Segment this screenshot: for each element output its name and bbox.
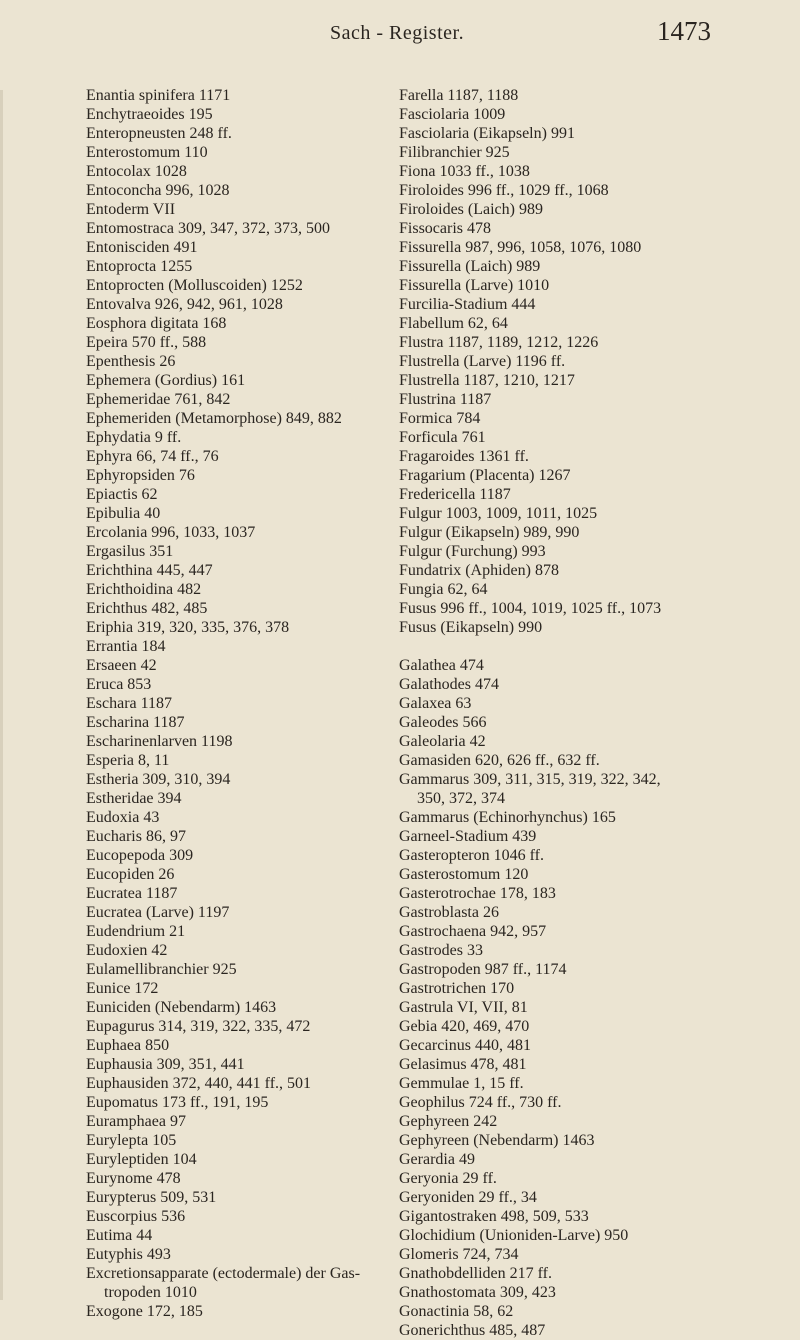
index-entry: Eudendrium 21 <box>86 923 186 940</box>
index-entry: Eurynome 478 <box>86 1170 181 1187</box>
index-entry: Gastrochaena 942, 957 <box>399 923 547 940</box>
index-entry: Eutyphis 493 <box>86 1246 171 1263</box>
index-entry: Fulgur 1003, 1009, 1011, 1025 <box>399 505 598 522</box>
index-entry: Furcilia-Stadium 444 <box>399 296 536 313</box>
index-entry-first-line: Gammarus 309, 311, 315, 319, 322, 342, <box>399 771 661 788</box>
index-entry: Flustra 1187, 1189, 1212, 1226 <box>399 334 599 351</box>
index-entry: Euphausiden 372, 440, 441 ff., 501 <box>86 1075 312 1092</box>
index-entry: Filibranchier 925 <box>399 144 510 161</box>
index-entry: Gephyreen 242 <box>399 1113 498 1130</box>
index-entry: Eucharis 86, 97 <box>86 828 186 845</box>
index-entry: Eucratea (Larve) 1197 <box>86 904 230 921</box>
index-entry: Ephydatia 9 ff. <box>86 429 182 446</box>
index-entry: Galeodes 566 <box>399 714 487 731</box>
index-entry: Fundatrix (Aphiden) 878 <box>399 562 559 579</box>
index-entry: Errantia 184 <box>86 638 166 655</box>
index-entry: Flustrella 1187, 1210, 1217 <box>399 372 575 389</box>
index-entry: Entocolax 1028 <box>86 163 187 180</box>
index-entry: Eriphia 319, 320, 335, 376, 378 <box>86 619 290 636</box>
index-entry-wrapped <box>86 1264 408 1302</box>
index-entry: Enterostomum 110 <box>86 144 208 161</box>
index-entry: Ephemera (Gordius) 161 <box>86 372 246 389</box>
index-column-left <box>86 86 408 1321</box>
index-entry: Flabellum 62, 64 <box>399 315 508 332</box>
index-entry: Gastrotrichen 170 <box>399 980 515 997</box>
index-entry: Fasciolaria 1009 <box>399 106 506 123</box>
index-entry: Euniciden (Nebendarm) 1463 <box>86 999 277 1016</box>
index-entry: Gerardia 49 <box>399 1151 475 1168</box>
page-number: 1473 <box>657 16 711 46</box>
index-entry: Eucopiden 26 <box>86 866 175 883</box>
index-entry: Entomostraca 309, 347, 372, 373, 500 <box>86 220 330 237</box>
index-entry: Firoloides (Laich) 989 <box>399 201 543 218</box>
index-entry: Eulamellibranchier 925 <box>86 961 237 978</box>
index-entry: Fissurella (Laich) 989 <box>399 258 541 275</box>
index-entry: Gasterostomum 120 <box>399 866 529 883</box>
index-entry: Geophilus 724 ff., 730 ff. <box>399 1094 562 1111</box>
index-entry: Galathea 474 <box>399 657 484 674</box>
index-entry: Esperia 8, 11 <box>86 752 170 769</box>
index-entry: Entovalva 926, 942, 961, 1028 <box>86 296 283 313</box>
index-entry: Gnathostomata 309, 423 <box>399 1284 556 1301</box>
index-entry: Fusus 996 ff., 1004, 1019, 1025 ff., 1073 <box>399 600 662 617</box>
index-entry: Eudoxien 42 <box>86 942 168 959</box>
index-entry: Eurylepta 105 <box>86 1132 177 1149</box>
index-entry: Galathodes 474 <box>399 676 499 693</box>
index-entry: Gonactinia 58, 62 <box>399 1303 514 1320</box>
index-entry: Glomeris 724, 734 <box>399 1246 519 1263</box>
index-entry: Eschara 1187 <box>86 695 173 712</box>
index-entry: Eucopepoda 309 <box>86 847 194 864</box>
index-entry: Ercolania 996, 1033, 1037 <box>86 524 256 541</box>
index-entry: Fungia 62, 64 <box>399 581 488 598</box>
index-entry: Fragarium (Placenta) 1267 <box>399 467 571 484</box>
index-entry: Estheridae 394 <box>86 790 182 807</box>
index-entry: Eudoxia 43 <box>86 809 160 826</box>
index-entry: Gamasiden 620, 626 ff., 632 ff. <box>399 752 600 769</box>
index-entry: Escharinenlarven 1198 <box>86 733 233 750</box>
index-entry: Gephyreen (Nebendarm) 1463 <box>399 1132 595 1149</box>
index-entry: Fissurella (Larve) 1010 <box>399 277 550 294</box>
index-entry: Fasciolaria (Eikapseln) 991 <box>399 125 575 142</box>
index-entry: Eunice 172 <box>86 980 159 997</box>
index-entry: Erichthoidina 482 <box>86 581 202 598</box>
index-entry: Gastrodes 33 <box>399 942 483 959</box>
index-entry: Fulgur (Furchung) 993 <box>399 543 546 560</box>
index-entry: Eucratea 1187 <box>86 885 178 902</box>
index-entry: Gonerichthus 485, 487 <box>399 1322 546 1339</box>
index-entry: Fiona 1033 ff., 1038 <box>399 163 530 180</box>
index-entry: Euphausia 309, 351, 441 <box>86 1056 245 1073</box>
page-edge-shadow <box>0 90 3 1300</box>
index-entry: Entoprocta 1255 <box>86 258 193 275</box>
index-entry-wrapped <box>399 770 739 808</box>
index-entry-continuation: tropoden 1010 <box>104 1284 197 1301</box>
index-entry: Entoconcha 996, 1028 <box>86 182 230 199</box>
index-entry: Fusus (Eikapseln) 990 <box>399 619 543 636</box>
index-entry: Entoprocten (Molluscoiden) 1252 <box>86 277 303 294</box>
index-entry: Ersaeen 42 <box>86 657 157 674</box>
index-entry-first-line: Excretionsapparate (ectodermale) der Gas- <box>86 1265 361 1282</box>
index-entry: Ephyra 66, 74 ff., 76 <box>86 448 219 465</box>
index-entry: Eurypterus 509, 531 <box>86 1189 217 1206</box>
index-entry: Eutima 44 <box>86 1227 153 1244</box>
index-entry: Fulgur (Eikapseln) 989, 990 <box>399 524 580 541</box>
index-entry: Geryoniden 29 ff., 34 <box>399 1189 537 1206</box>
index-entry: Farella 1187, 1188 <box>399 87 519 104</box>
index-entry: Gammarus (Echinorhynchus) 165 <box>399 809 616 826</box>
index-entry: Entoderm VII <box>86 201 176 218</box>
index-entry: Ephyropsiden 76 <box>86 467 195 484</box>
index-entry: Entonisciden 491 <box>86 239 198 256</box>
index-entry: Euscorpius 536 <box>86 1208 186 1225</box>
index-entry: Enantia spinifera 1171 <box>86 87 231 104</box>
index-entry: Eupagurus 314, 319, 322, 335, 472 <box>86 1018 311 1035</box>
index-entry: Forficula 761 <box>399 429 486 446</box>
index-entry: Euramphaea 97 <box>86 1113 186 1130</box>
index-entry: Fragaroides 1361 ff. <box>399 448 529 465</box>
index-entry: Fredericella 1187 <box>399 486 511 503</box>
index-entry: Gecarcinus 440, 481 <box>399 1037 531 1054</box>
index-entry: Estheria 309, 310, 394 <box>86 771 231 788</box>
index-entry: Exogone 172, 185 <box>86 1303 203 1320</box>
index-entry: Gasterotrochae 178, 183 <box>399 885 556 902</box>
index-entry: Epenthesis 26 <box>86 353 176 370</box>
index-entry: Fissocaris 478 <box>399 220 491 237</box>
index-entry-continuation: 350, 372, 374 <box>417 790 505 807</box>
index-entry: Enteropneusten 248 ff. <box>86 125 232 142</box>
index-entry: Erichthina 445, 447 <box>86 562 213 579</box>
index-entry: Enchytraeoides 195 <box>86 106 213 123</box>
index-entry: Ergasilus 351 <box>86 543 174 560</box>
index-entry: Fissurella 987, 996, 1058, 1076, 1080 <box>399 239 642 256</box>
index-entry: Glochidium (Unioniden-Larve) 950 <box>399 1227 629 1244</box>
letter-section-gap <box>399 637 739 656</box>
index-entry: Flustrina 1187 <box>399 391 492 408</box>
index-entry: Gastroblasta 26 <box>399 904 499 921</box>
index-entry: Ephemeridae 761, 842 <box>86 391 231 408</box>
index-entry: Gnathobdelliden 217 ff. <box>399 1265 553 1282</box>
index-entry: Epibulia 40 <box>86 505 161 522</box>
index-entry: Eruca 853 <box>86 676 152 693</box>
index-entry: Euphaea 850 <box>86 1037 170 1054</box>
index-entry: Escharina 1187 <box>86 714 185 731</box>
index-entry: Gastropoden 987 ff., 1174 <box>399 961 567 978</box>
index-entry: Eosphora digitata 168 <box>86 315 227 332</box>
index-entry: Gelasimus 478, 481 <box>399 1056 527 1073</box>
index-entry: Epeira 570 ff., 588 <box>86 334 207 351</box>
index-entry: Gastrula VI, VII, 81 <box>399 999 528 1016</box>
index-entry: Firoloides 996 ff., 1029 ff., 1068 <box>399 182 609 199</box>
index-entry: Gigantostraken 498, 509, 533 <box>399 1208 589 1225</box>
index-entry: Eupomatus 173 ff., 191, 195 <box>86 1094 269 1111</box>
index-entry: Geryonia 29 ff. <box>399 1170 497 1187</box>
index-entry: Euryleptiden 104 <box>86 1151 197 1168</box>
index-entry: Erichthus 482, 485 <box>86 600 208 617</box>
index-entry: Galaxea 63 <box>399 695 472 712</box>
index-entry: Gebia 420, 469, 470 <box>399 1018 530 1035</box>
index-column-right <box>399 86 739 1340</box>
index-entry: Galeolaria 42 <box>399 733 486 750</box>
index-entry: Ephemeriden (Metamorphose) 849, 882 <box>86 410 342 427</box>
index-entry: Garneel-Stadium 439 <box>399 828 537 845</box>
index-entry: Formica 784 <box>399 410 481 427</box>
index-entry: Epiactis 62 <box>86 486 158 503</box>
index-entry: Flustrella (Larve) 1196 ff. <box>399 353 566 370</box>
index-entry: Gemmulae 1, 15 ff. <box>399 1075 524 1092</box>
index-entry: Gasteropteron 1046 ff. <box>399 847 544 864</box>
page-header-title: Sach - Register. <box>330 22 465 44</box>
